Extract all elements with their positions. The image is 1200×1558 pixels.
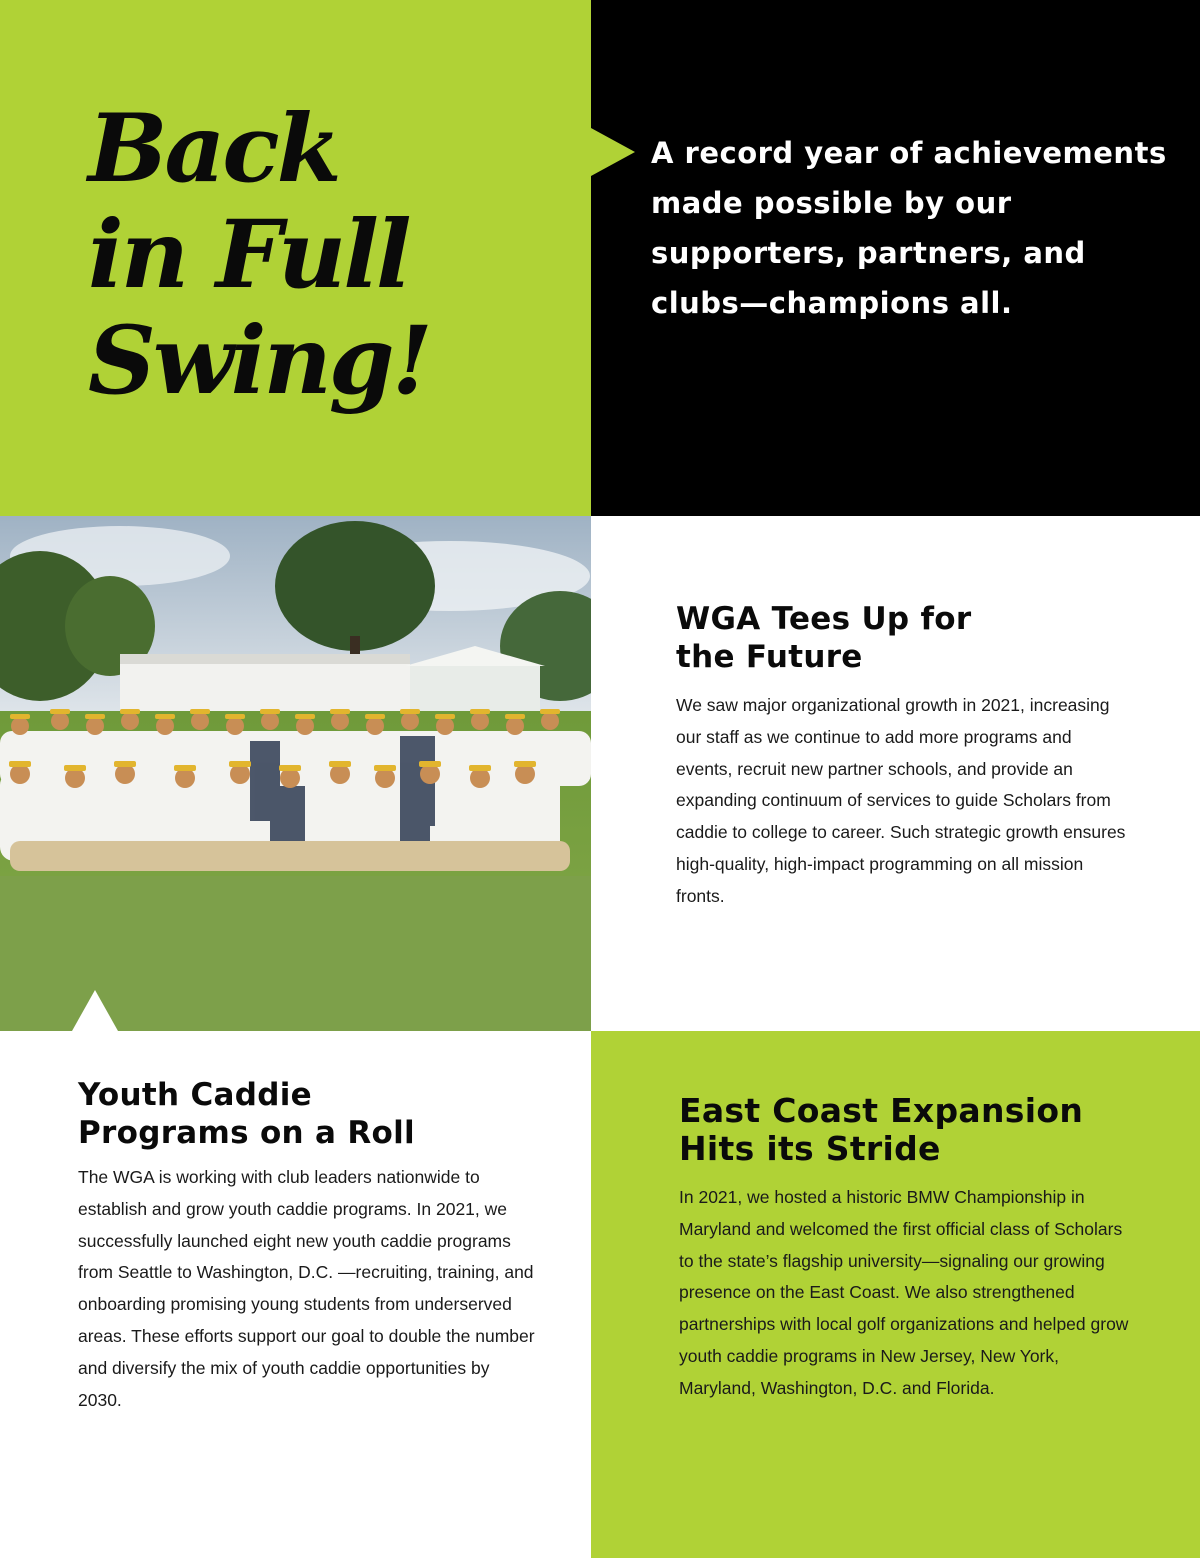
hero-title-line-1: Back <box>88 94 339 204</box>
section-tees-up <box>676 600 1126 913</box>
section-east-coast-body: In 2021, we hosted a historic BMW Championship in Maryland and welcomed the first official class of Scholars to the state’s flagship university—signaling our growing presence on the East Coast. We also strengthened partnerships with local golf organizations and helped grow youth caddie programs in New Jersey, New York, Maryland, Washington, D.C. and Florida. <box>679 1187 1129 1398</box>
hero-title <box>88 96 430 414</box>
pointer-arrow-up <box>72 990 118 1031</box>
section-youth-caddie-heading <box>78 1076 538 1152</box>
section-youth-caddie-body: The WGA is working with club leaders nationwide to establish and grow youth caddie programs. In 2021, we successfully launched eight new youth caddie programs from Seattle to Washington, D.C. —recruiting, training, and onboarding promising young students from underserved areas. These efforts support our goal to double the number and diversify the mix of youth caddie opportunities by 2030. <box>78 1167 535 1410</box>
section-east-coast-heading <box>679 1092 1139 1168</box>
section-youth-caddie <box>78 1076 538 1416</box>
pointer-arrow-right <box>591 128 635 176</box>
heading-line: Youth Caddie <box>78 1077 312 1113</box>
heading-line: Hits its Stride <box>679 1129 941 1168</box>
section-tees-up-heading <box>676 600 1126 676</box>
section-east-coast <box>679 1092 1139 1405</box>
tagline: A record year of achievements made possible by our supporters, partners, and clubs—champions all. <box>651 136 1167 320</box>
heading-line: the Future <box>676 639 863 675</box>
group-photo-illustration <box>0 516 591 1031</box>
heading-line: Programs on a Roll <box>78 1115 415 1151</box>
group-photo <box>0 516 591 1031</box>
heading-line: East Coast Expansion <box>679 1091 1084 1130</box>
hero-panel <box>0 0 591 516</box>
hero-title-line-3: Swing! <box>88 306 430 416</box>
heading-line: WGA Tees Up for <box>676 601 972 637</box>
hero-title-line-2: in Full <box>88 200 409 310</box>
section-tees-up-body: We saw major organizational growth in 2021, increasing our staff as we continue to add more programs and events, recruit new partner schools, and provide an expanding continuum of services to guide Scholars from caddie to college to career. Such strategic growth ensures high-quality, high-impact programming on all mission fronts. <box>676 695 1126 906</box>
